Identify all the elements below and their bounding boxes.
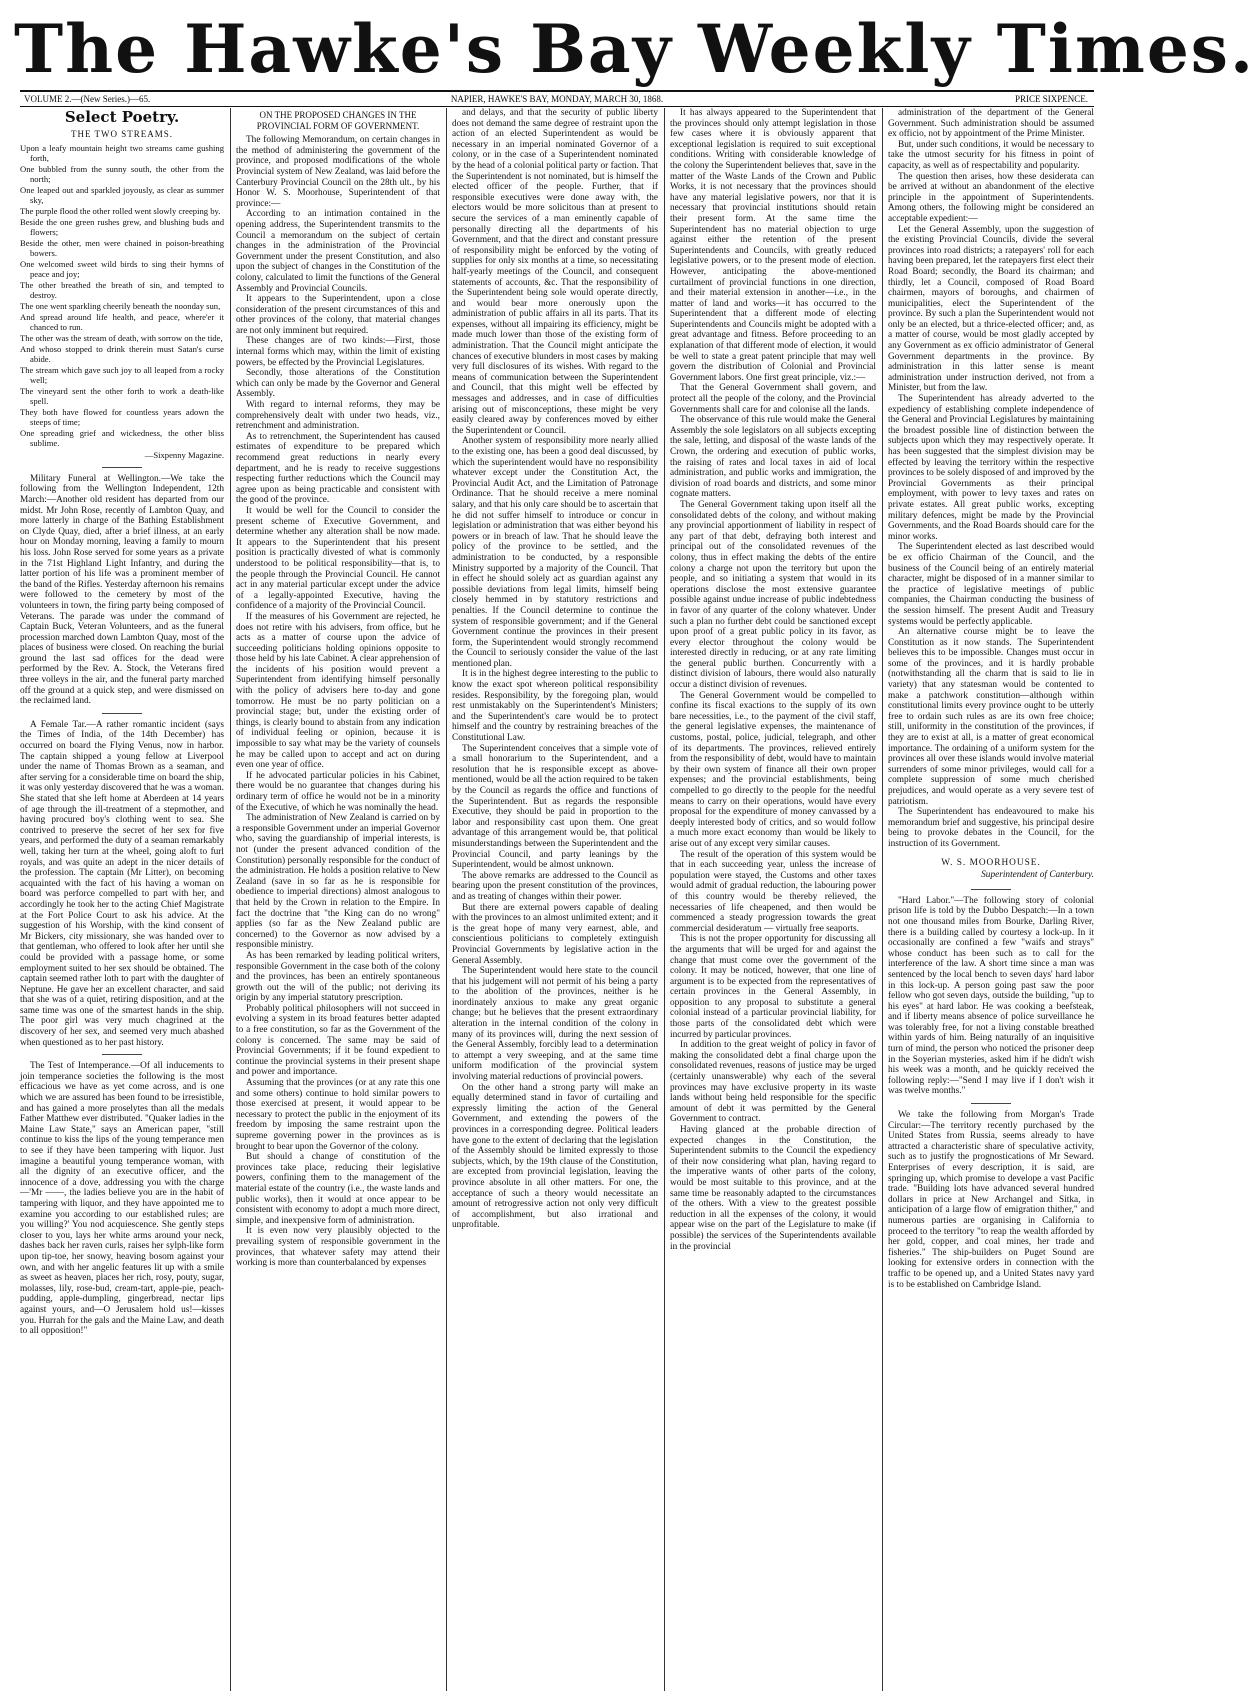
paragraph: The Superintendent has endeavoured to make his memorandum brief and suggestive, his principal desire being to provoke debates in the Council, for the instruction of its Government. [888, 807, 1094, 849]
paragraph: On the other hand a strong party will make an equally determined stand in favor of curtailing and expressly limiting the action of the General Government, and extending the powers of the provinces in a corresponding degree. Political leaders have gone to the extent of declaring that the legislation of the Assembly should be limited expressly to those subjects, which, by the 19th clause of the Constitution, are excepted from provincial legislation, leaving the province absolute in all other matters. For one, the acceptance of such a theory would necessitate an amount of retrogressive action not only very difficult of accomplishment, but also irrational and unprofitable. [452, 1082, 658, 1231]
article-trade-circular: We take the following from Morgan's Trade Circular:—The territory recently purchased by the United States from Russia, seems already to have attracted a characteristic share of speculative activity, such as to justify the prognostications of Mr Seward. Enterprises of every description, it is said, are springing up, which promise to develope a vast Pacific trade. "Building lots have advanced several hundred dollars in price at New Archangel and Sitka, in anticipation of a large flow of emigration thither," and numerous parties are organising in California to proceed to the territory "to reap the wealth afforded by her gold, copper, and coal mines, her trade and fisheries." The ship-builders on Puget Sound are looking for extensive orders in connection with the traffic to be opened up, and a United States navy yard is to be established on Cambridge Island. [888, 1110, 1094, 1290]
paragraph: Let the General Assembly, upon the suggestion of the existing Provincial Councils, divide the several provinces into road districts; a ratepayers' roll for each having been prepared, let the ratepayers first elect their Road Board; secondly, the Board its chairman; and thirdly, let a Council, composed of Road Board chairmen, mayors of boroughs, and chairmen of municipalities, elect the Superintendent of the province. By such a plan the Superintendent would not only be an elected, but a thrice-elected officer; and, as a matter of course, would be most gladly accepted by any Government as ex officio administrator of General Government departments in the province. By administration in this latter sense is meant administration under instruction derived, not from a Minister, but from the law. [888, 224, 1094, 394]
paragraph: The following Memorandum, on certain changes in the method of administering the government of the province, and proposed modifications of the whole Provincial system of New Zealand, was laid before the Canterbury Provincial Council on the 28th ult., by his Honor W. S. Moorhouse, Superintendent of that province:— [236, 135, 440, 209]
poem-line: The stream which gave such joy to all leaped from a rocky well; [20, 365, 224, 386]
divider [971, 889, 1011, 890]
poem-line: The one went sparkling cheerily beneath the noonday sun, [20, 301, 221, 312]
article-heading: ON THE PROPOSED CHANGES IN THE PROVINCIAL FORM OF GOVERNMENT. [256, 110, 420, 131]
masthead [14, 6, 1255, 92]
paragraph: administration of the department of the General Government. Such administration should be assumed ex officio, not by appointment of the Prime Minister. [888, 108, 1094, 140]
paragraph: It would be well for the Council to consider the present scheme of Executive Government, and determine whether any alteration shall be now made. It appears to the Superintendent that his present position is practically divested of what is commonly understood to be political responsibility—that is, to the people through the Provincial Council. He cannot act in any material particular except under the advice of a legally-appointed Executive, having the confidence of a majority of the Provincial Council. [236, 505, 440, 612]
paragraph: The Superintendent has already adverted to the expediency of establishing complete independence of the General and Provincial Legislatures by maintaining the broadest possible line of distinction between the subjects upon which they may respectively operate. It has been suggested that the simplest division may be effected by leaving the territory within the respective provinces to be solely disposed of and improved by the Provincial Governments as their principal employment, with power to levy taxes and rates on private estates. All great public works, excepting military defences, might be made by the Provincial Governments, and the Road Boards should care for the minor works. [888, 394, 1094, 542]
poem-line: They both have flowed for countless years adown the steeps of time; [20, 407, 224, 428]
paragraph: Having glanced at the probable direction of expected changes in the Constitution, the Superintendent submits to the Council the expediency of their now considering what plan, having regard to the imperative wants of other parts of the colony, would be most suitable to this province, and at the same time be reasonably adapted to the circumstances of the others. With a view to the greatest possible reduction in all the expenses of the colony, it would appear wise on the part of the Legislature to make (if possible) the services of the Superintendents available in the provincial [670, 1125, 876, 1252]
paragraph: The result of the operation of this system would be that in each succeeding year, unless the increase of population were stayed, the Customs and other taxes would admit of gradual reduction, the labouring power of this country would be thereby relieved, the necessaries of life cheapened, and then would be commenced a steady progression towards the great commercial desideratum — virtually free seaports. [670, 849, 876, 934]
column-rule [664, 108, 665, 1691]
paragraph: An alternative course might be to leave the Constitution as it now stands. The Superintendent believes this to be impossible. Changes must occur in some of the provinces, and it is hardly probable (notwithstanding all the charm that is said to lie in variety) that any statesman would be contented to make a patchwork constitution—although within constitutional limits every province ought to be utterly free to ordain such rules as are its own free choice; still, uniformity in the constitution of the provinces, if they are to exist at all, is a matter of great economical importance. The ordaining of a uniform system for the provinces all over these islands would involve material surrenders of some minor privileges, would call for a complete suppression of some much cherished prejudices, and would operate as a very severe test of patriotism. [888, 627, 1094, 807]
paragraph: But, under such conditions, it would be necessary to take the utmost security for his fitness in point of capacity, as well as of respectability and popularity. [888, 139, 1094, 171]
divider [102, 1054, 142, 1055]
article-hard-labor: "Hard Labor."—The following story of colonial prison life is told by the Dubbo Despatch:—In a town not one thousand miles from Bourke, Darling River, there is a building called by courtesy a lock-up. In it occasionally are confined a few "waifs and strays" whose conduct has been such as to call for the interference of the law. A short time since a man was sentenced by the local bench to seven days' hard labor in this lock-up. A person going past saw the poor fellow who got seven days, outside the building, "up to his eyes" at hard labor. He was cooking a beefsteak, and if liberty means absence of police surveillance he was tolerably free, for not a living constable breathed within yards of him. Being naturally of an inquisitive turn of mind, the person who noticed the prisoner deep in the Soyerian mysteries, asked him if he didn't wish his week was a month, and he quickly received the following reply:—"Send I may live if I don't wish it was twelve months." [888, 895, 1094, 1097]
signature-name: W. S. MOORHOUSE. [941, 857, 1041, 868]
article-military-funeral: Military Funeral at Wellington.—We take the following from the Wellington Independent, 12th March:—Another old resident has departed from our midst. Mr John Rose, recently of Lambton Quay, and more latterly in charge of the Bathing Establishment on Clyde Quay, died, after a brief illness, at an early hour on Monday morning, leaving a family to mourn his loss. John Rose served for some years as a private in the 71st Highland Light Infantry, and during the latter portion of his life was a prominent member of the band of the Rifles. Yesterday afternoon his remains were followed to the cemetery by most of the volunteers in town, the firing party being composed of Veterans. The parade was under the command of Captain Buck, Veteran Volunteers, and as the funeral procession marched down Lambton Quay, most of the places of business were closed. On reaching the burial ground the last sad offices for the dead were performed by the Rev. A. Stock, the Veterans fired three volleys in the air, and the funeral party marched off the ground at a quick step, and were dismissed on the reclaimed land. [20, 473, 224, 707]
poem-line: One spreading grief and wickedness, the other bliss sublime. [20, 428, 224, 449]
paragraph: If he advocated particular policies in his Cabinet, there would be no guarantee that changes during his ordinary term of office he would not be in a minority of the Executive, of which he was nominally the head. [236, 770, 440, 813]
column-3 [452, 108, 658, 1691]
paragraph: and delays, and that the security of public liberty does not demand the same degree of restraint upon the action of an elected Superintendent as would be necessary in an imperial nominated Governor of a colony, or in the case of a Superintendent nominated by the head of a colonial political party or faction. That the Superintendent is not nominated, but is himself the elected officer of the people. Further, that if responsible executives were done away with, the electors would be more solicitous than at present to secure the services of a man eminently capable of personally directing all the departments of his Government, and that the direct and constant pressure of responsibility might be enforced by the voting of supplies for only six months at a time, so necessitating half-yearly meetings of the Council, and consequent statements of accounts, &c. That the responsibility of the Superintendent being sole would operate directly, and would bear more onerously upon the administration of public affairs in all its parts. That its expenses, without all impairing its efficiency, might be made much lower than those of the existing form of administration. That the Council might anticipate the chances of executive blunders in most cases by making very full disclosures of its wishes. With regard to the means of communication between the Superintendent and Council, that this might well be effected by messages and addresses, and in case of difficulties arising out of misconceptions, these might be very easily cleared away by conferences moved by either the Superintendent or Council. [452, 108, 658, 436]
article-female-tar: A Female Tar.—A rather romantic incident (says the Times of India, of the 14th December) has occurred on board the Flying Venus, now in harbor. The captain shipped a young fellow at Liverpool under the name of Thomas Brown as a seaman, and after serving for a considerable time on board the ship, it was only yesterday discovered that he was a woman. She stated that she left home at Aberdeen at 14 years of age through the ill-treatment of a stepmother, and having procured boy's clothing went to sea. She contrived to preserve the secret of her sex for five years, and performed the duty of a seaman remarkably well, taking her turn at the wheel, going aloft to furl royals, and was quite an adept in the nicer details of the profession. The captain (Mr Litter), on becoming acquainted with the fact of his having a woman on board was perforce compelled to part with her, and accordingly he took her to the acting Chief Magistrate at the Fort Police Court to ask his advice. At the suggestion of his Worship, with the kind consent of Mr Bickers, city missionary, she was handed over to that gentleman, who offered to look after her until she could be provided with a passage home, or some employment suited to her sex should be obtained. The captain seemed rather loth to part with the daughter of Neptune. He gave her an excellent character, and said that she was of a quiet, retiring disposition, and at the same time was one of the smartest hands in the ship. The poor girl was very much chagrined at the discovery of her sex, and seemed very much abashed when questioned as to her past history. [20, 719, 224, 1048]
poem-line: Beside the other, men were chained in poison-breathing bowers. [20, 238, 224, 259]
column-5 [888, 108, 1094, 1691]
column-2 [236, 108, 440, 1691]
column-1 [20, 108, 224, 1691]
paragraph: The Superintendent conceives that a simple vote of a small honorarium to the Superintendent, and a resolution that he is responsible except as above-mentioned, would be all the action required to be taken by the Council as regards the office and functions of the Superintendent. But as regards the responsible Executive, they should be paid in proportion to the labor and responsibility cast upon them. One great advantage of this arrangement would be, that political misunderstandings between the Superintendent and the Provincial Council, and party leanings by the Superintendent, would be almost unknown. [452, 743, 658, 871]
paragraph: It has always appeared to the Superintendent that the provinces should only attempt legislation in those few cases where it is obviously apparent that exceptional legislation is required to suit exceptional conditions. Writing with considerable knowledge of the colony the Superintendent believes that, save in the matter of the Waste Lands of the Crown and Public Works, it is not necessary that the provinces should have any material legislative powers, nor that it is necessary that provincial institutions should retain their present form. At the same time the Superintendent has no material objection to urge against either the retention of the present Superintendents and Councils, with greatly reduced legislative powers, or to the present mode of election. However, anticipating the above-mentioned curtailment of provincial functions in one direction, and their material extension in another—i.e., in the matter of land and works—it has occurred to the Superintendent that a different mode of electing Superintendents and Councils might be adopted with a great advantage and fitness. Before proceeding to an explanation of that different mode of election, it would be well to state a great patent principle that may well govern the distribution of Colonial and Provincial Government labors. One first great principle, viz.:— [670, 108, 876, 383]
divider [102, 713, 142, 714]
paragraph: As has been remarked by leading political writers, responsible Government in the case both of the colony and the provinces, has been an entirely spontaneous growth out the will of the public; not deriving its origin by any imperial statutory prescription. [236, 950, 440, 1004]
paragraph: But should a change of constitution of the provinces take place, reducing their legislative powers, confining them to the management of the material estate of the country (i.e., the waste lands and public works), then it would at once appear to be consistent with economy to adopt a much more direct, simple, and inexpensive form of administration. [236, 1152, 440, 1226]
paragraph: Secondly, those alterations of the Constitution which can only be made by the Governor and General Assembly. [236, 368, 440, 400]
paragraph: The above remarks are addressed to the Council as bearing upon the present constitution of the provinces, and as treating of changes within their power. [452, 870, 658, 902]
paragraph: In addition to the great weight of policy in favor of making the consolidated debt a final charge upon the consolidated revenues, reasons of justice may be urged (certainly unanswerable) why each of the several provinces may have exclusive property in its waste lands without being held responsible for the specific amount of debt it was permitted by the General Government to contract. [670, 1040, 876, 1125]
column-rule [230, 108, 231, 1691]
paragraph: These changes are of two kinds:—First, those internal forms which may, within the limit of existing powers, be effected by the Provincial Legislatures. [236, 336, 440, 368]
poem-line: And spread around life health, and peace, where'er it chanced to run. [20, 312, 224, 333]
poem-line: The other was the stream of death, with sorrow on the tide, [20, 333, 223, 344]
paragraph: The observance of this rule would make the General Assembly the sole legislators on all subjects excepting the sale, letting, and disposal of the waste lands of the Crown, the ordering and execution of public works, the raising of rates and local taxes in aid of local administration, and public works and immigration, the division of road boards and districts, and some minor cognate matters. [670, 415, 876, 500]
paragraph: If the measures of his Government are rejected, he does not retire with his advisers, from office, but he acts as a matter of course upon the advice of succeeding politicians holding opinions opposite to those held by his late Cabinet. A clear apprehension of the incidents of his position would prevent a Superintendent from identifying himself personally with the policy of advisers here to-day and gone tomorrow. He must be no party politician on a provincial stage; but, under the existing order of things, is clearly bound to abstain from any indication of individual feeling or opinion, because it is impossible to say what may be the variety of counsels he may be called upon to accept and act on during even one year of office. [236, 611, 440, 771]
place-and-date: NAPIER, HAWKE'S BAY, MONDAY, MARCH 30, 1868. [450, 94, 664, 104]
column-rule [882, 108, 883, 1691]
poem-line: One welcomed sweet wild birds to sing their hymns of peace and joy; [20, 259, 224, 280]
paragraph: The question then arises, how these desiderata can be arrived at without an abandonment of the elective principle in the appointment of Superintendents. Among others, the following might be considered an acceptable expedient:— [888, 171, 1094, 224]
price: PRICE SIXPENCE. [1014, 94, 1088, 104]
masthead-title: The Hawke's Bay Weekly Times. [14, 10, 1255, 88]
paragraph: With regard to internal reforms, they may be comprehensively dealt with under two heads, viz., retrenchment and administration. [236, 400, 440, 432]
column-4 [670, 108, 876, 1691]
poem-title: THE TWO STREAMS. [70, 128, 174, 139]
paragraph: The administration of New Zealand is carried on by a responsible Government under an imperial Governor who, saving the guardianship of imperial interests, is not (under the present advanced condition of the Constitution) personally responsible for the conduct of the administration. He holds a position relative to New Zealand (save in so far as he is responsible for obedience to imperial directions) almost analogous to that held by the Crown in relation to the Empire. In fact the doctrine that "the King can do no wrong" applies (so far as the New Zealand public are concerned) to the Governor as now advised by a responsible ministry. [236, 813, 440, 951]
paragraph: This is not the proper opportunity for discussing all the arguments that will be urged for and against the change that must come over the government of the colony. It may be noticed, however, that one line of argument is to be expected from the representatives of certain provinces in the General Assembly, in opposition to any proposal to substitute a general colonial instead of a particular provincial liability, for those parts of the consolidated debt which were incurred by particular provinces. [670, 934, 876, 1040]
paragraph: It is in the highest degree interesting to the public to know the exact spot whereon political responsibility resides. Responsibility, by the foregoing plan, would rest unmistakably on the Superintendent's Ministers; and the Superintendent's care would be to protect himself and the country by restraining breaches of the Constitutional Law. [452, 669, 658, 744]
poem-line: The other breathed the breath of sin, and tempted to destroy. [20, 280, 224, 301]
paragraph: According to an intimation contained in the opening address, the Superintendent transmits to the Council a memorandum on the subject of certain changes in the administration of the Provincial Government under the present Constitution, and also upon the subject of changes in the Constitution of the colony, calculated to limit the functions of the General Assembly and Provincial Councils. [236, 209, 440, 294]
poem-source: —Sixpenny Magazine. [144, 450, 224, 461]
poem-line: The vineyard sent the other forth to work a death-like spell. [20, 386, 224, 407]
paragraph: It is even now very plausibly objected to the prevailing system of responsible government in the provinces, that whatever safety may attend their working is more than counterbalanced by expenses [236, 1226, 440, 1269]
divider [102, 467, 142, 468]
paragraph: That the General Government shall govern, and protect all the people of the colony, and the Provincial Governments shall care for and colonise all the lands. [670, 383, 876, 415]
poem-line: One bubbled from the sunny south, the other from the north; [20, 164, 224, 185]
article-test-of-intemperance: The Test of Intemperance.—Of all inducements to join temperance societies the following is the most efficacious we have as yet come across, and is one which we are assured has been found to be irresistible, and has gained a more proselytes than all the medals Father Matthew ever distributed. "Quaker ladies in the Maine Law State," says an American paper, "still continue to kiss the lips of the young temperance men to see if they have been tampering with liquor. Just imagine a beautiful young temperance woman, with all the dignity of an executive officer, and the innocence of a dove, addressing you with the charge—'Mr ——, the ladies believe you are in the habit of tampering with liquor, and they have appointed me to examine you according to our established rules; are you willing?' You nod acquiescence. She gently steps closer to you, lays her white arms around your neck, dashes back her raven curls, raises her sylph-like form upon tip-toe, her snowy, heaving bosom against your own, and with her angelic features lit up with a smile as sweet as heaven, places her rich, rosy, pouty, sugar, molasses, lily, rose-bud, cream-tart, apple-pie, peach-pudding, apple-dumpling, gingerbread, nectar lips against yours, and—O Jerusalem hold us!—kisses you. Hurrah for the gals and the Maine Law, and death to all opposition!" [20, 1061, 224, 1337]
paragraph: It appears to the Superintendent, upon a close consideration of the present circumstances of this and other provinces of the colony, that material changes are not only imminent but required. [236, 294, 440, 336]
poem-line: And whoso stopped to drink therein must Satan's curse abide. [20, 344, 224, 365]
paragraph: The General Government taking upon itself all the consolidated debts of the colony, and without making any provincial apportionment of liability in respect of any part of that debt, defraying both interest and principal out of the consolidated revenues of the colony, thus in effect making the debts of the entire colony a charge not upon the territory but upon the people, and so initiating a system that would in its operations disclose the most extensive guarantee possible against undue increase of public indebtedness in favor of any quarter of the colony whatever. Under such a plan no further debt could be sanctioned except upon proof of a great public policy in its favor, as every elector throughout the colony would be interested directly in reducing, or at any rate limiting the general public burthen. Concurrently with a distinct division of labours, there would also naturally occur a distinct division of revenues. [670, 499, 876, 691]
paragraph: Probably political philosophers will not succeed in evolving a system in its broad features better adapted to a free constitution, so far as the Government of the colony is concerned. The same may be said of Provincial Governments; if it be found expedient to continue the provincial systems in their present shape and power and importance. [236, 1003, 440, 1078]
paragraph: The General Government would be compelled to confine its fiscal exactions to the supply of its own bare necessities, i.e., to the payment of the civil staff, the general legislative expenses, the maintenance of customs, postal, police, judicial, telegraph, and other of its departments. The provinces, relieved entirely from the responsibility of debt, would have to maintain by their own system of finance all their own proper expenses; and the provincial establishments, being compelled to go directly to the people for the needful means to carry on their operations, would have every proposal for the expenditure of money canvassed by a deeply interested body of critics, and so would follow a much more exact economy than would be likely to arise out of any except very similar causes. [670, 690, 876, 849]
paragraph: The Superintendent elected as last described would be ex officio Chairman of the Council, and the business of the Council being of an entirely material character, might be disposed of in a manner similar to the practice of legislative meetings of public companies, the Chairman conducting the business of the session himself. The present Audit and Treasury systems would be perfectly applicable. [888, 542, 1094, 627]
poem [20, 143, 224, 448]
paragraph: The Superintendent would here state to the council that his judgement will not permit of his being a party to the abolition of the provinces, neither is he inordinately anxious to make any great organic change; but he believes that the present extraordinary alteration in the internal condition of the colony in many of its provinces will, during the next session of the General Assembly, forcibly lead to a determination to attempt a very sweeping, and at the same time uniform modification of the provincial system involving material reductions of provincial powers. [452, 966, 658, 1083]
signature-title: Superintendent of Canterbury. [981, 870, 1094, 881]
column-rule [446, 108, 447, 1691]
poem-line: Upon a leafy mountain height two streams came gushing forth, [20, 143, 224, 164]
section-heading: Select Poetry. [64, 108, 180, 126]
paragraph: But there are external powers capable of dealing with the provinces to an almost unlimited extent; and it is the great hope of many very earnest, able, and conscientious politicians to completely extinguish Provincial Governments by legislative action in the General Assembly. [452, 902, 658, 966]
volume-number: VOLUME 2.—(New Series.)—65. [24, 94, 151, 104]
paragraph: Assuming that the provinces (or at any rate this one and some others) continue to hold similar powers to those exercised at present, it would appear to be necessary to protect the public in the enjoyment of its freedom by imposing the same restraint upon the supreme governing power in the provinces as is brought to bear upon the Governor of the colony. [236, 1078, 440, 1152]
paragraph: As to retrenchment, the Superintendent has caused estimates of expenditure to be prepared which recommend great reductions in nearly every department, and he is ready to receive suggestions respecting further reductions which the Council may agree upon as being practicable and consistent with the good of the province. [236, 431, 440, 506]
newspaper-page [20, 108, 1094, 1691]
poem-line: The purple flood the other rolled went slowly creeping by. [20, 206, 221, 217]
paragraph: Another system of responsibility more nearly allied to the existing one, has been a good deal discussed, by which the superintendent would have no responsibility whatever except under the Constitution Act, the Provincial Audit Act, and the Limitation of Patronage Ordinance. That he should receive a mere nominal salary, and that his only care should be to ascertain that he did not suffer himself to introduce or concur in legislation or administration that was either beyond his powers or in breach of law. That he should leave the policy of the province to be settled, and the administration to be conducted, by a responsible Ministry supported by a majority of the Council. That in effect he should solely act as guardian against any possible deviations from legal limits, himself being closely hemmed in by statutory restrictions and penalties. If the Council determine to continue the system of responsible government; and if the General Government continue the provinces in their present form, the Superintendent would strongly recommend the Council to seriously consider the value of the last mentioned plan. [452, 436, 658, 669]
poem-line: One leaped out and sparkled joyously, as clear as summer sky, [20, 185, 224, 206]
dateline [20, 90, 1094, 107]
poem-line: Beside the one green rushes grew, and blushing buds and flowers; [20, 217, 224, 238]
divider [971, 1103, 1011, 1104]
